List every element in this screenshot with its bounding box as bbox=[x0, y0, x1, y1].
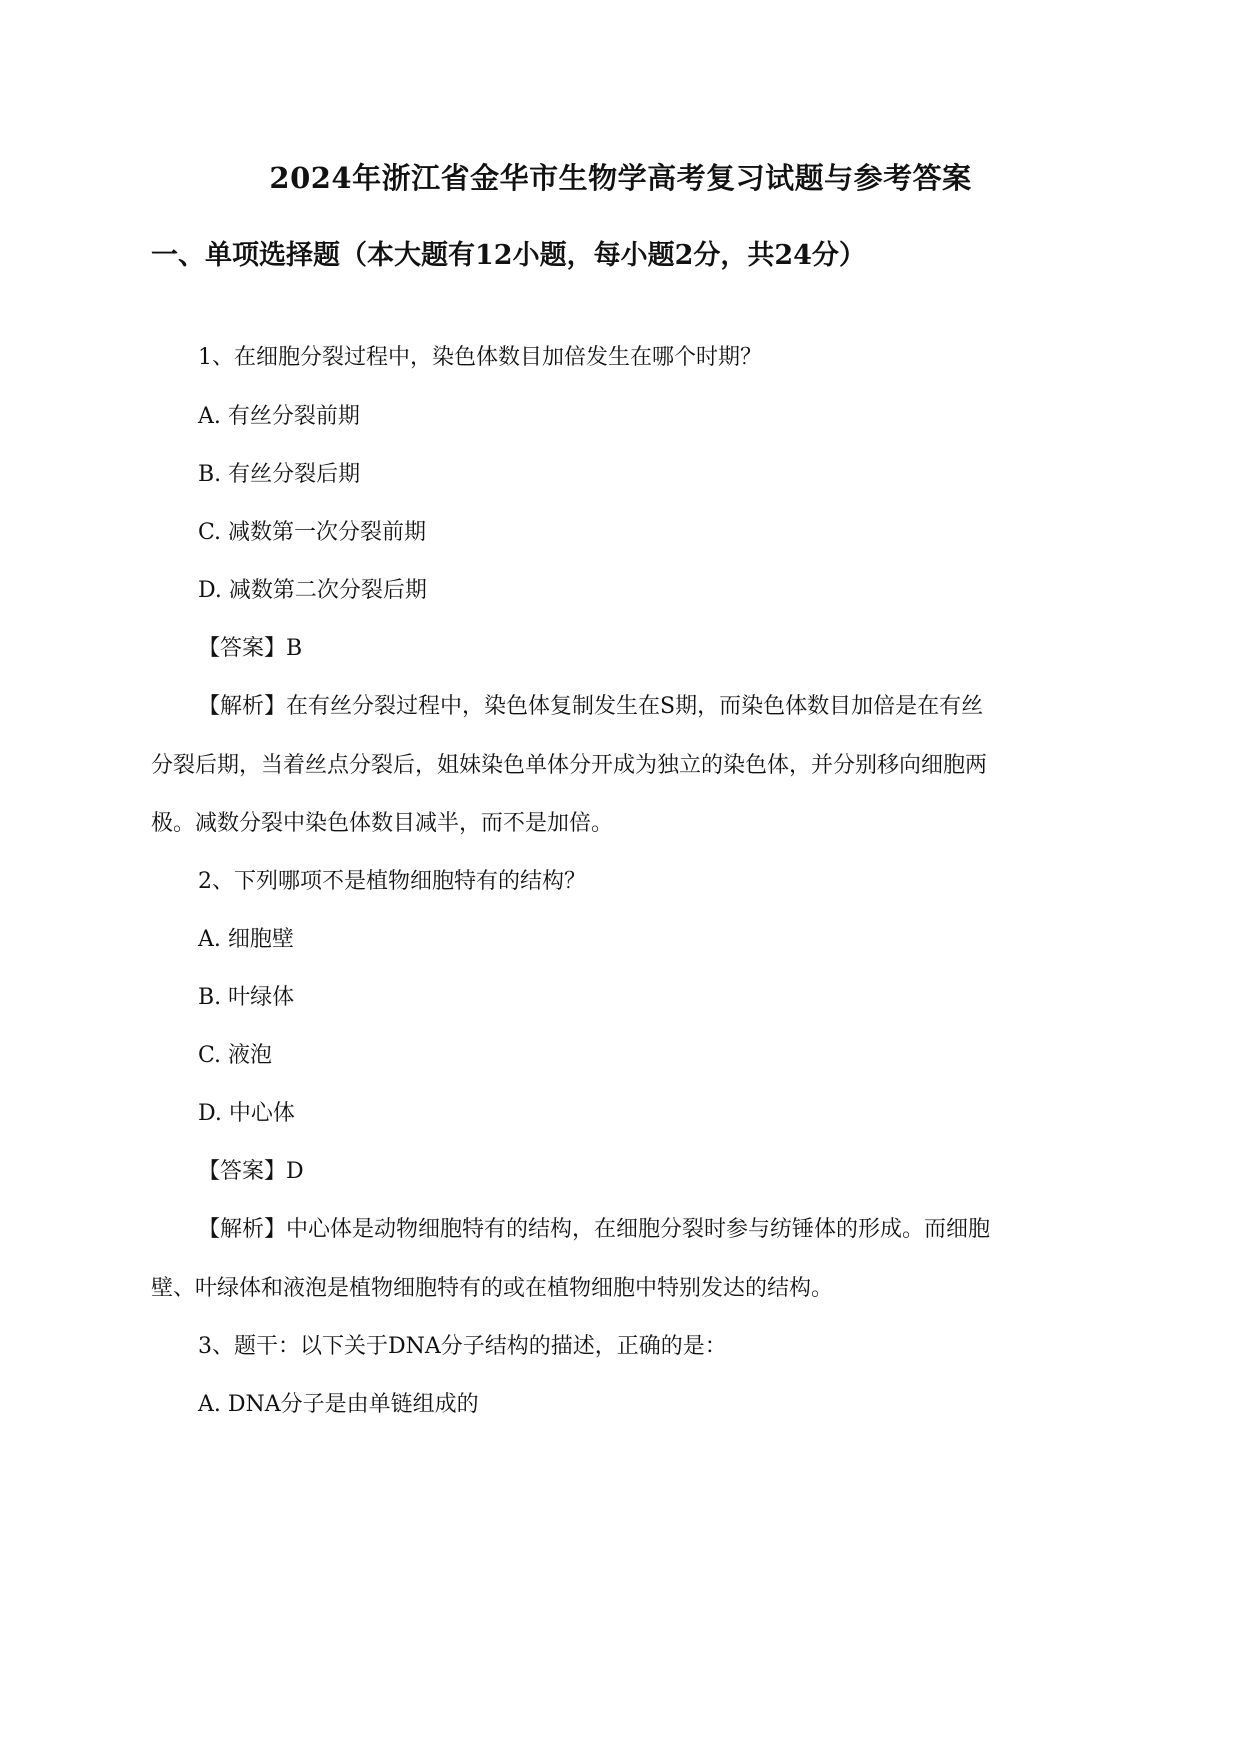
question-1-analysis-line-3: 极。减数分裂中染色体数目减半，而不是加倍。 bbox=[151, 811, 614, 836]
question-2-option-b: B. 叶绿体 bbox=[198, 985, 295, 1010]
question-3-option-a: A. DNA分子是由单链组成的 bbox=[198, 1392, 479, 1417]
question-2-answer: 【答案】D bbox=[198, 1159, 304, 1184]
question-1-option-c: C. 减数第一次分裂前期 bbox=[198, 520, 427, 545]
question-2-analysis-line-1: 【解析】中心体是动物细胞特有的结构，在细胞分裂时参与纺锤体的形成。而细胞 bbox=[198, 1217, 991, 1242]
question-3-stem: 3、题干：以下关于DNA分子结构的描述，正确的是： bbox=[198, 1334, 727, 1359]
document-title: 2024年浙江省金华市生物学高考复习试题与参考答案 bbox=[269, 161, 972, 195]
question-1-stem: 1、在细胞分裂过程中，染色体数目加倍发生在哪个时期？ bbox=[198, 345, 762, 370]
question-2-option-a: A. 细胞壁 bbox=[198, 927, 294, 952]
question-1-option-a: A. 有丝分裂前期 bbox=[198, 404, 360, 429]
question-2-option-c: C. 液泡 bbox=[198, 1043, 273, 1068]
question-2-option-d: D. 中心体 bbox=[198, 1101, 295, 1126]
question-1-answer: 【答案】B bbox=[198, 636, 303, 661]
question-2-analysis-line-2: 壁、叶绿体和液泡是植物细胞特有的或在植物细胞中特别发达的结构。 bbox=[151, 1276, 834, 1301]
question-1-option-b: B. 有丝分裂后期 bbox=[198, 462, 361, 487]
section-heading-single-choice: 一、单项选择题（本大题有12小题，每小题2分，共24分） bbox=[151, 240, 866, 271]
question-1-option-d: D. 减数第二次分裂后期 bbox=[198, 578, 427, 603]
question-1-analysis-line-2: 分裂后期，当着丝点分裂后，姐妹染色单体分开成为独立的染色体，并分别移向细胞两 bbox=[151, 753, 988, 778]
question-2-stem: 2、下列哪项不是植物细胞特有的结构？ bbox=[198, 869, 586, 894]
question-1-analysis-line-1: 【解析】在有丝分裂过程中，染色体复制发生在S期，而染色体数目加倍是在有丝 bbox=[198, 694, 984, 719]
